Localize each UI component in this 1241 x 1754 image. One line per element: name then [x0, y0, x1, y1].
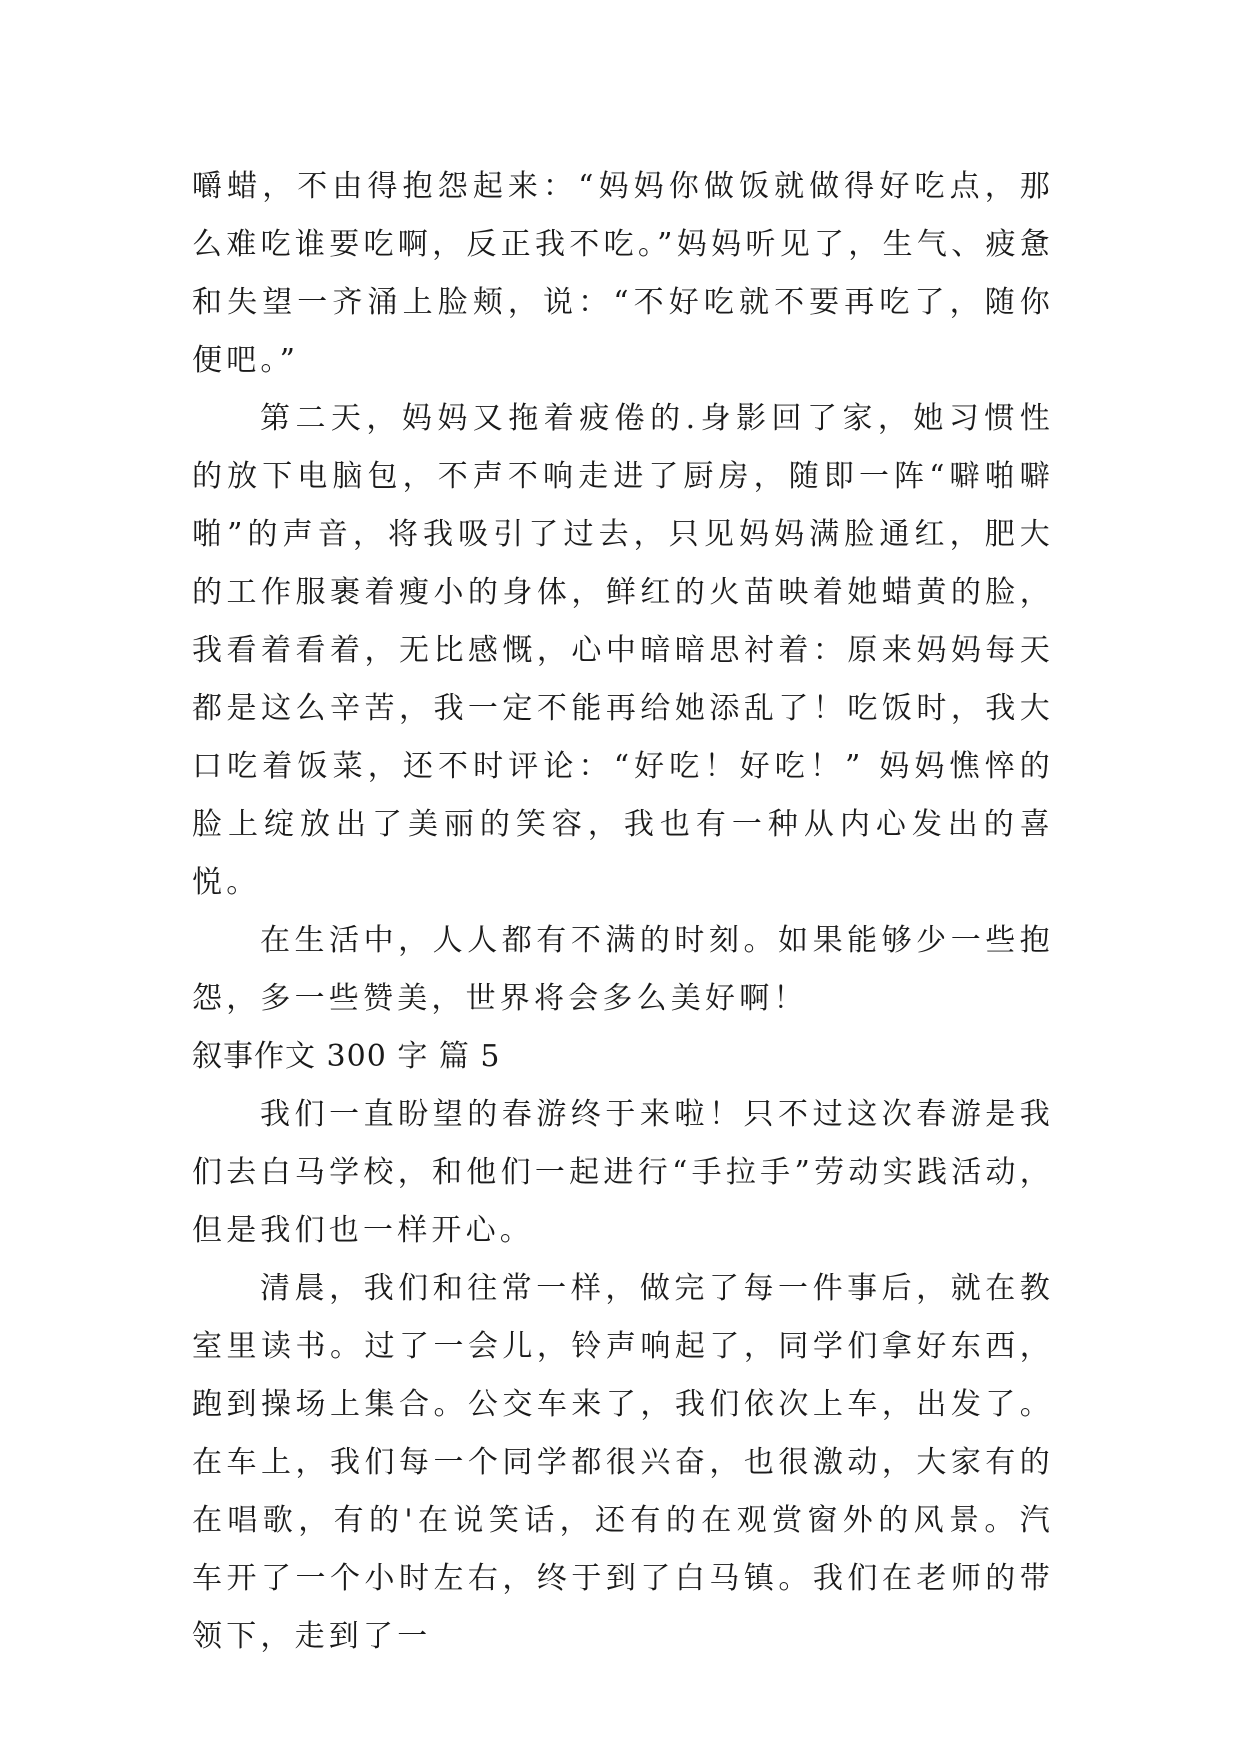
paragraph-4: 我们一直盼望的春游终于来啦！只不过这次春游是我们去白马学校，和他们一起进行“手拉手”劳动实践活动，但是我们也一样开心。: [192, 1097, 1054, 1248]
section-heading: 叙事作文 300 字 篇 5: [192, 1039, 501, 1074]
paragraph-5: 清晨，我们和往常一样，做完了每一件事后，就在教室里读书。过了一会儿，铃声响起了，同学们拿好东西，跑到操场上集合。公交车来了，我们依次上车，出发了。在车上，我们每一个同学都很兴奋，也很激动，大家有的在唱歌，有的'在说笑话，还有的在观赏窗外的风景。汽车开了一个小时左右，终于到了白马镇。我们在老师的带领下，走到了一: [192, 1271, 1054, 1654]
paragraph-3: 在生活中，人人都有不满的时刻。如果能够少一些抱怨，多一些赞美，世界将会多么美好啊！: [192, 923, 1054, 1016]
body-text: [192, 158, 1054, 1666]
paragraph-1: 嚼蜡，不由得抱怨起来：“妈妈你做饭就做得好吃点，那么难吃谁要吃啊，反正我不吃。”妈妈听见了，生气、疲惫和失望一齐涌上脸颊，说：“不好吃就不要再吃了，随你便吧。”: [192, 169, 1054, 378]
paragraph-2: 第二天，妈妈又拖着疲倦的.身影回了家，她习惯性的放下电脑包，不声不响走进了厨房，随即一阵“噼啪噼啪”的声音，将我吸引了过去，只见妈妈满脸通红，肥大的工作服裹着瘦小的身体，鲜红的火苗映着她蜡黄的脸，我看着看着，无比感慨，心中暗暗思衬着：原来妈妈每天都是这么辛苦，我一定不能再给她添乱了！吃饭时，我大口吃着饭菜，还不时评论：“好吃！好吃！” 妈妈憔悴的脸上绽放出了美丽的笑容，我也有一种从内心发出的喜悦。: [192, 401, 1054, 900]
